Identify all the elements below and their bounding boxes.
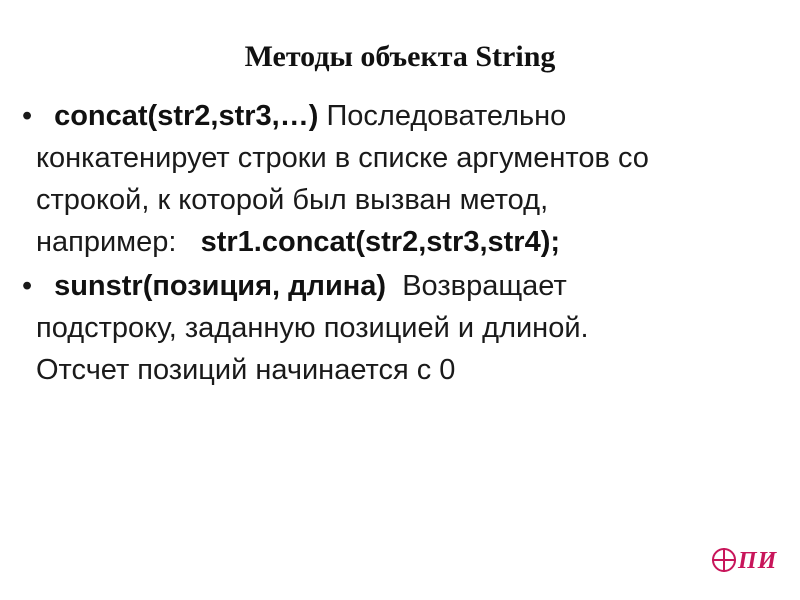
bullet-substr: [22, 265, 742, 391]
method-name-concat: concat(str2,str3,…): [54, 100, 319, 132]
slide-title: Методы объекта String: [244, 40, 556, 73]
logo-text: ПИ: [738, 548, 778, 574]
bullet-concat: [22, 95, 762, 263]
logo: [712, 548, 782, 590]
desc-line-3: строкой, к которой был вызван метод,: [36, 184, 549, 216]
desc-line-3: Отсчет позиций начинается с 0: [36, 354, 456, 386]
method-name-substr: sunstr(позиция, длина): [54, 270, 387, 302]
desc-line-2: конкатенирует строки в списке аргументов со: [36, 142, 649, 174]
desc-line-2: подстроку, заданную позицией и длиной.: [36, 312, 589, 344]
globe-icon: [712, 548, 736, 572]
example-prefix: например:: [36, 226, 177, 258]
desc-line-1: Возвращает: [402, 270, 567, 302]
example-code: str1.concat(str2,str3,str4);: [200, 226, 561, 258]
bullet-dot: •: [22, 270, 33, 302]
desc-line-1: Последовательно: [326, 100, 567, 132]
bullet-dot: •: [22, 100, 33, 132]
